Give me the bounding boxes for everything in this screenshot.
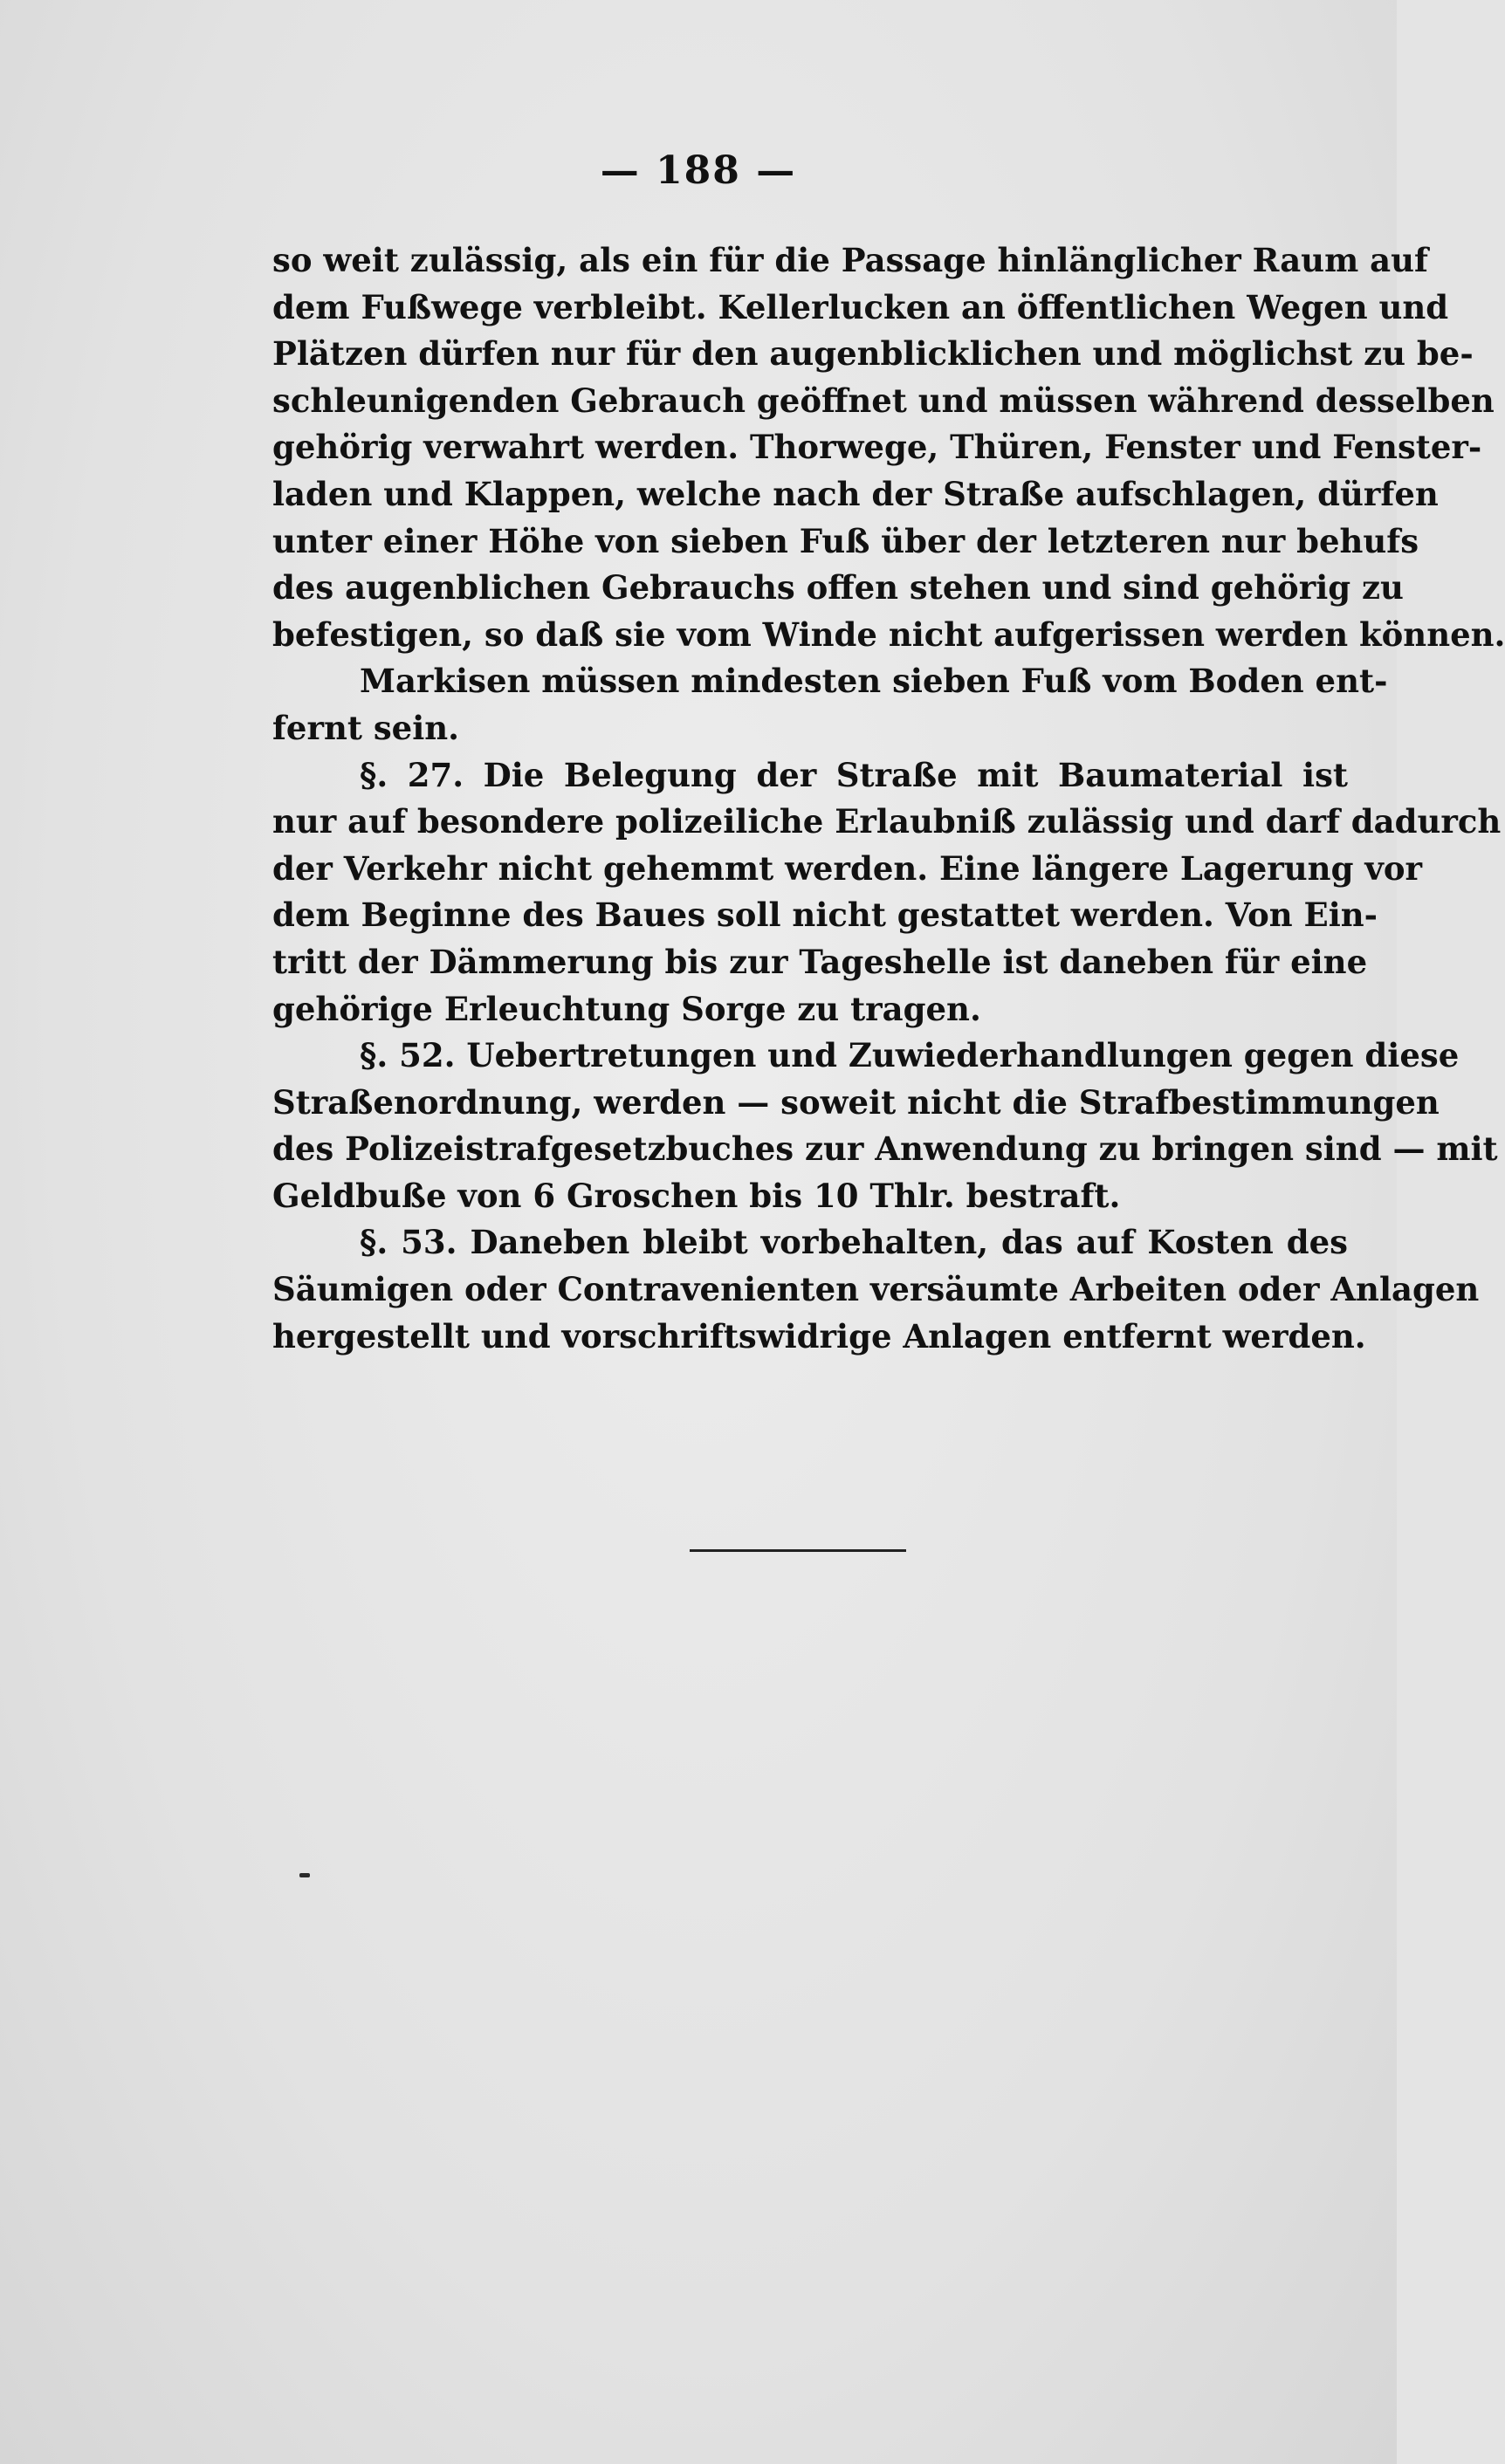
text-line: des augenblichen Gebrauchs offen stehen und sind gehörig zu bbox=[272, 568, 1404, 607]
text-line: schleunigenden Gebrauch geöffnet und müssen während desselben bbox=[272, 381, 1495, 420]
body-text bbox=[272, 237, 1505, 1360]
text-line: so weit zulässig, als ein für die Passage hinlänglicher Raum auf bbox=[272, 241, 1428, 279]
text-line: fernt sein. bbox=[272, 708, 460, 747]
text-line: dem Beginne des Baues soll nicht gestattet werden. Von Ein- bbox=[272, 896, 1378, 935]
section-divider-rule bbox=[690, 1549, 906, 1552]
text-line: der Verkehr nicht gehemmt werden. Eine längere Lagerung vor bbox=[272, 848, 1422, 888]
text-line: unter einer Höhe von sieben Fuß über der letzteren nur behufs bbox=[272, 521, 1419, 560]
section-52-heading-line: §. 52. Uebertretungen und Zuwiederhandlungen gegen diese bbox=[360, 1036, 1460, 1075]
text-line: Plätzen dürfen nur für den augenblicklichen und möglichst zu be- bbox=[272, 334, 1474, 374]
ink-speck bbox=[299, 1873, 310, 1877]
text-line: Straßenordnung, werden — soweit nicht die Strafbestimmungen bbox=[272, 1082, 1440, 1122]
text-line: dem Fußwege verbleibt. Kellerlucken an öffentlichen Wegen und bbox=[272, 287, 1449, 326]
text-line: gehörig verwahrt werden. Thorwege, Thüren, Fenster und Fenster- bbox=[272, 428, 1482, 467]
text-line: Markisen müssen mindesten sieben Fuß vom Boden ent- bbox=[360, 662, 1388, 701]
text-line: laden und Klappen, welche nach der Straße aufschlagen, dürfen bbox=[272, 474, 1439, 513]
text-line: gehörige Erleuchtung Sorge zu tragen. bbox=[272, 989, 981, 1028]
section-53-heading-line: §. 53. Daneben bleibt vorbehalten, das auf Kosten des bbox=[360, 1223, 1348, 1262]
text-line: befestigen, so daß sie vom Winde nicht aufgerissen werden können. bbox=[272, 614, 1505, 654]
page-number: — 188 — bbox=[600, 148, 797, 193]
section-27-heading-line: §. 27. Die Belegung der Straße mit Baumaterial ist bbox=[360, 755, 1348, 794]
text-line: des Polizeistrafgesetzbuches zur Anwendung zu bringen sind — mit bbox=[272, 1129, 1498, 1169]
text-line: nur auf besondere polizeiliche Erlaubniß zulässig und darf dadurch bbox=[272, 802, 1502, 841]
text-line: Geldbuße von 6 Groschen bis 10 Thlr. bestraft. bbox=[272, 1176, 1121, 1215]
text-line: Säumigen oder Contravenienten versäumte Arbeiten oder Anlagen bbox=[272, 1270, 1480, 1309]
text-line: hergestellt und vorschriftswidrige Anlagen entfernt werden. bbox=[272, 1316, 1366, 1356]
text-line: tritt der Dämmerung bis zur Tageshelle ist daneben für eine bbox=[272, 942, 1368, 981]
